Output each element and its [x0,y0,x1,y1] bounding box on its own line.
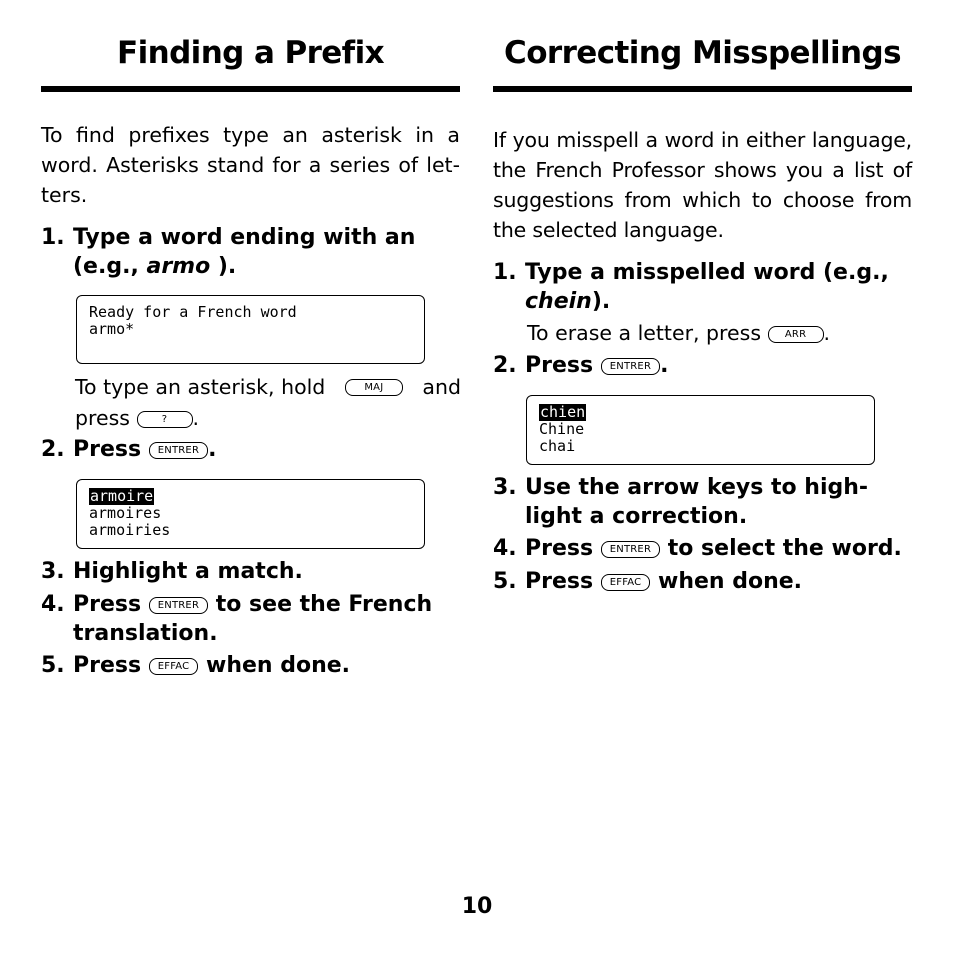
step-1: 1. Type a word ending with an (e.g., armo ). [41,225,416,279]
lcd-line: chai [539,437,576,455]
asterisk-note: To type an asterisk, hold MAJ and press ? . [75,375,461,430]
effac-key: EFFAC [601,574,651,591]
step-2: 2. Press ENTRER . [493,353,669,378]
lcd-line: Ready for a French word [89,303,297,321]
step-4: 4. Press ENTRER to select the word. [493,536,902,561]
lcd-screen-1 [76,295,425,364]
lcd-line: Chine [539,420,585,438]
entrer-key: ENTRER [149,442,208,459]
question-key: ? [137,411,193,428]
entrer-key: ENTRER [149,597,208,614]
title-rule [41,86,460,92]
intro-paragraph: To find prefixes type an asterisk in a word. Asterisks stand for a series of let-ters. [41,123,460,207]
lcd-line: armo* [89,320,135,338]
section-title-correcting-misspellings: Correcting Misspellings [504,35,901,71]
lcd-screen-3 [526,395,875,465]
effac-key: EFFAC [149,658,199,675]
step-3: 3. Highlight a match. [41,559,303,584]
step-2: 2. Press ENTRER . [41,437,217,462]
step-5: 5. Press EFFAC when done. [493,569,803,594]
example-word: armo [146,254,211,279]
entrer-key: ENTRER [601,541,660,558]
arr-key: ARR [768,326,824,343]
highlighted-match: armoire [90,487,154,505]
maj-key: MAJ [345,379,403,396]
highlighted-correction: chien [540,403,586,421]
lcd-line: armoiries [89,521,171,539]
example-word: chein [525,289,592,314]
intro-paragraph: If you misspell a word in either language, the French Professor shows you a list of suggestions from which to choose from the selected language. [493,128,912,242]
entrer-key: ENTRER [601,358,660,375]
title-rule [493,86,912,92]
lcd-line: armoires [89,504,162,522]
step-4: 4. Press ENTRER to see the French translation. [41,592,433,646]
lcd-screen-2 [76,479,425,549]
step-3: 3. Use the arrow keys to high- light a correction. [493,475,869,529]
section-title-finding-prefix: Finding a Prefix [117,35,384,71]
step-1: 1. Type a misspelled word (e.g., chein). [493,260,889,314]
page-number: 10 [461,894,493,919]
erase-note: To erase a letter, press ARR . [527,321,831,345]
step-5: 5. Press EFFAC when done. [41,653,351,678]
